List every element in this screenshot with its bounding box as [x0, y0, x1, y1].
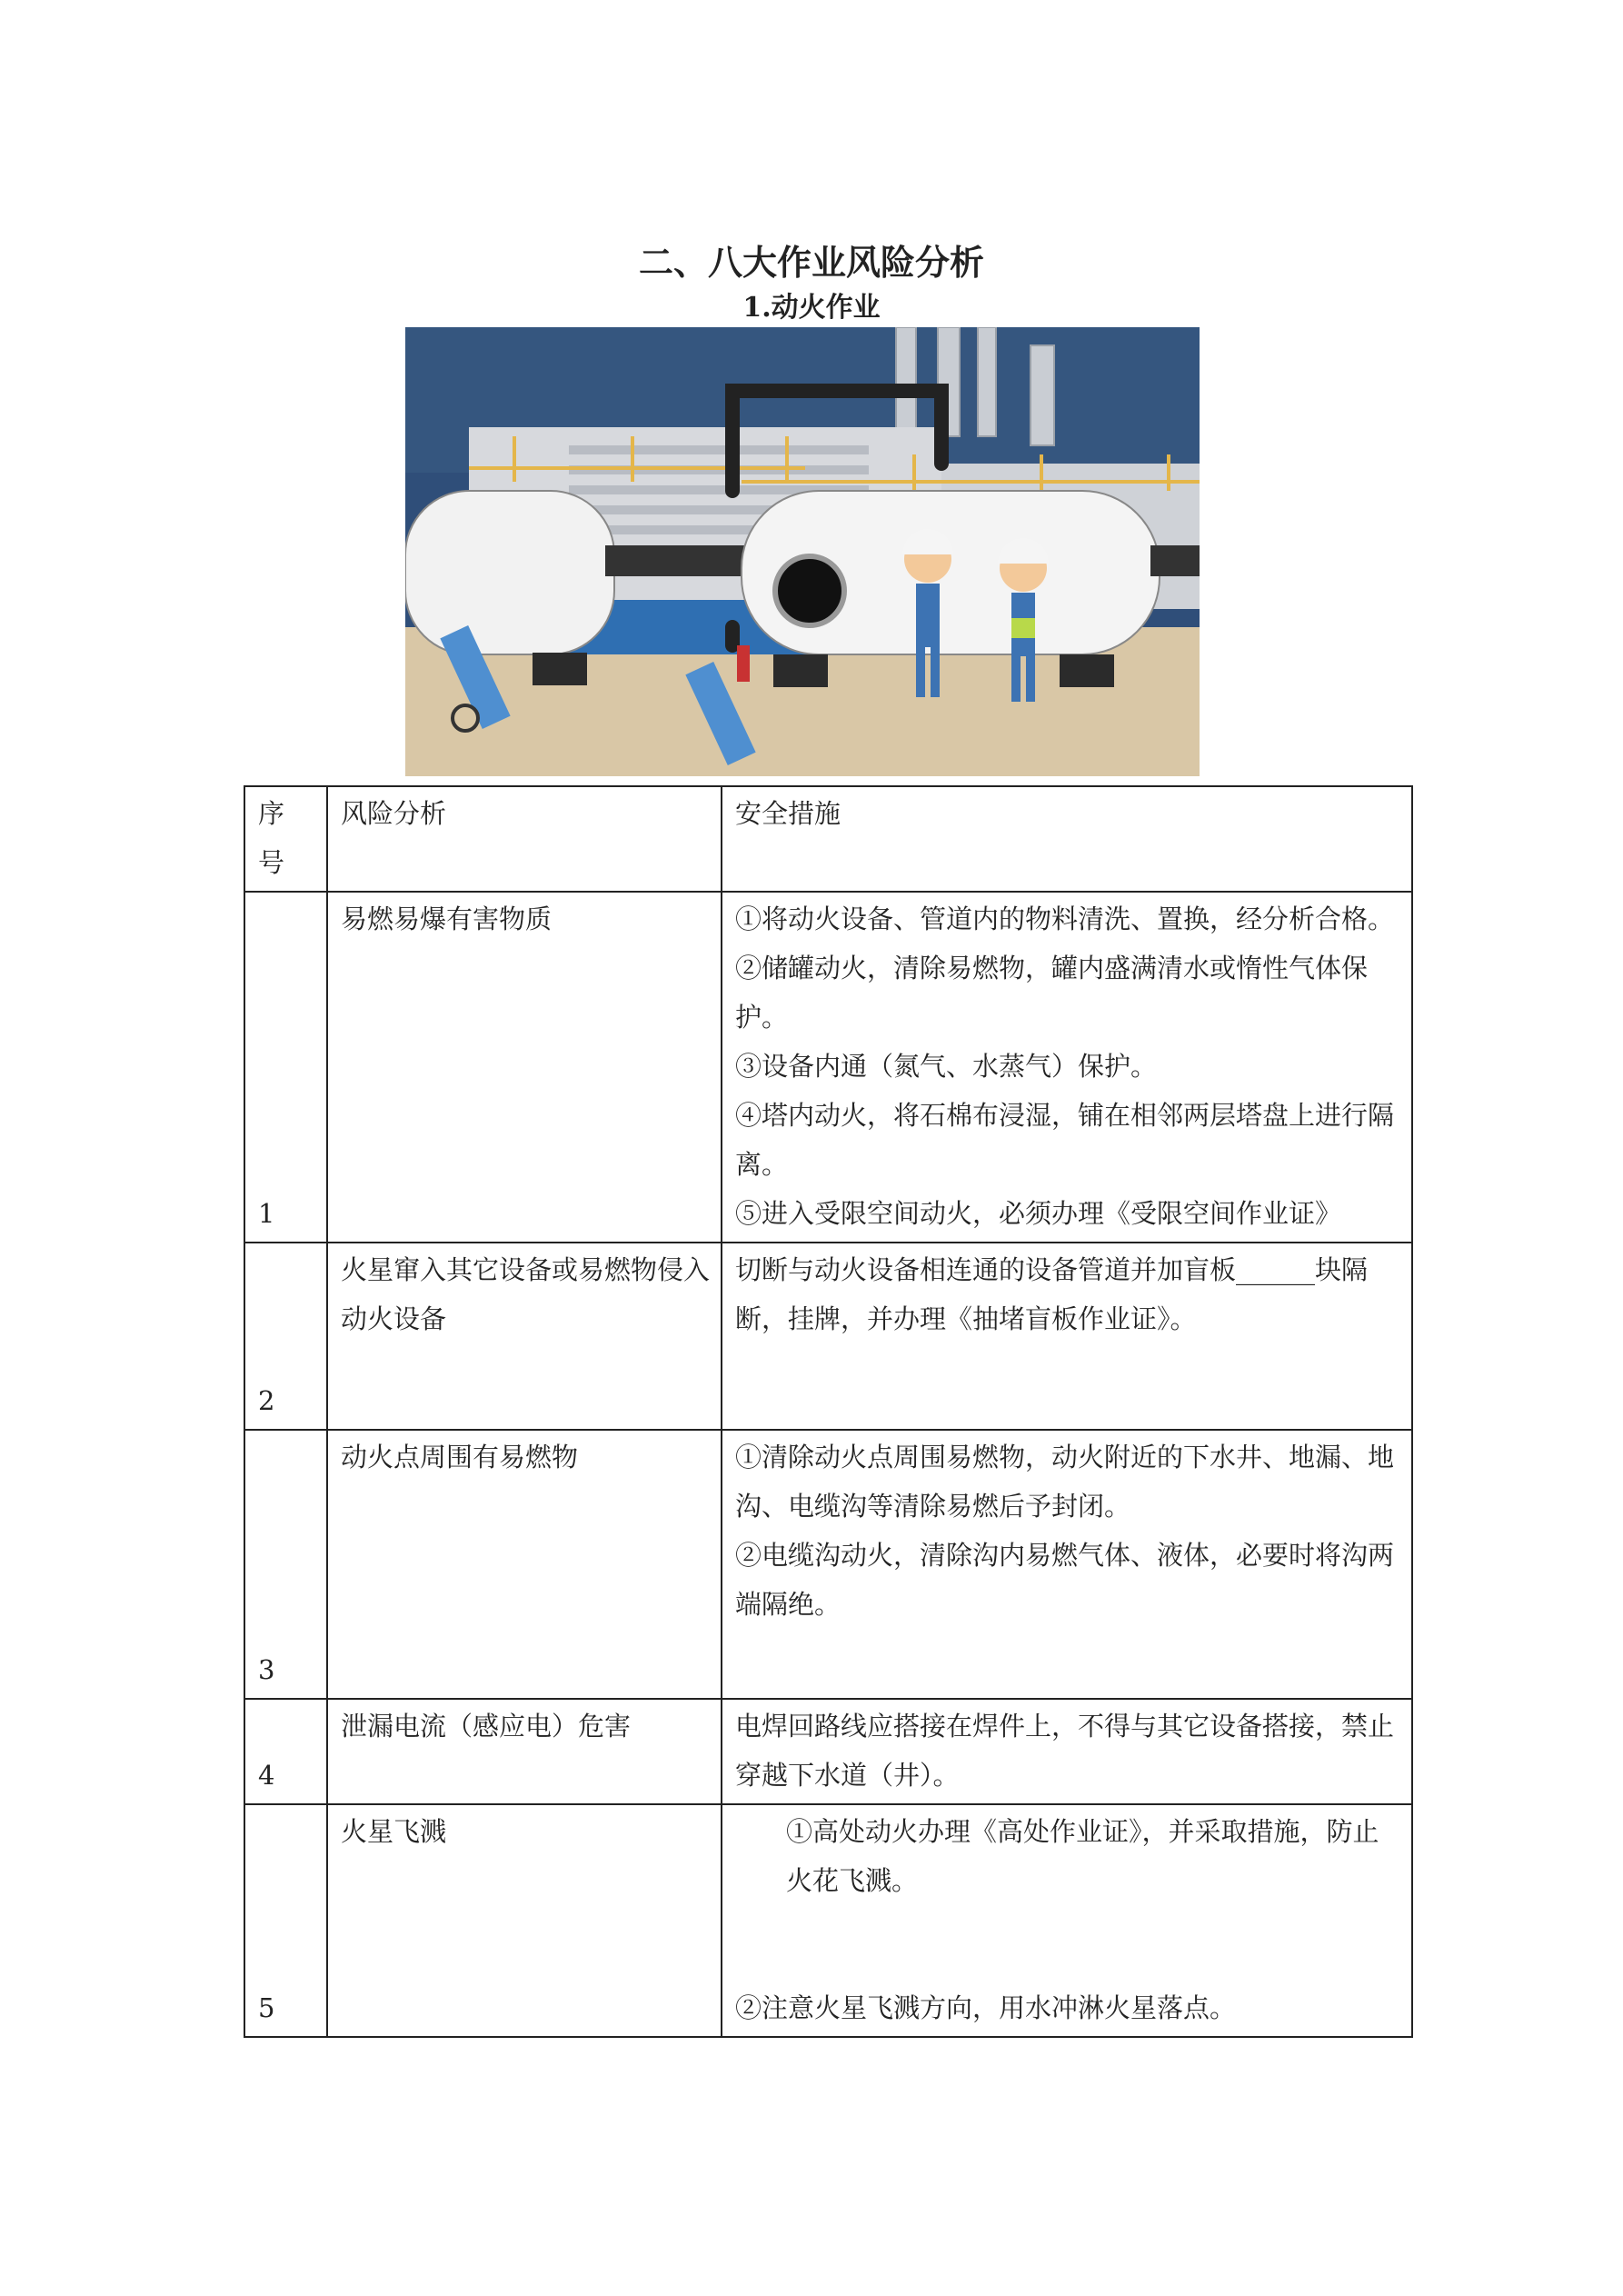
table-header-row	[244, 786, 1412, 892]
measure-cell: ①清除动火点周围易燃物，动火附近的下水井、地漏、地沟、电缆沟等清除易燃后予封闭。 ②电缆沟动火，清除沟内易燃气体、液体，必要时将沟两端隔绝。	[722, 1430, 1412, 1699]
header-measure: 安全措施	[722, 786, 1412, 892]
table-row	[244, 892, 1412, 1243]
measure-cell: 切断与动火设备相连通的设备管道并加盲板______块隔断，挂牌，并办理《抽堵盲板作业证》。	[722, 1243, 1412, 1430]
page-title: 二、八大作业风险分析	[638, 243, 984, 283]
manhole	[775, 556, 844, 625]
row-number: 1	[258, 1198, 275, 1229]
risk-cell: 动火点周围有易燃物	[327, 1430, 722, 1699]
risk-cell: 火星飞溅	[327, 1804, 722, 2037]
section-title: 1.动火作业	[742, 292, 881, 324]
risk-cell: 泄漏电流（感应电）危害	[327, 1699, 722, 1804]
risk-cell: 火星窜入其它设备或易燃物侵入动火设备	[327, 1243, 722, 1430]
header-no: 序 号	[244, 786, 327, 892]
risk-table	[244, 785, 1413, 2038]
tank-connector	[605, 545, 760, 576]
table-row	[244, 1430, 1412, 1699]
row-number: 2	[258, 1385, 275, 1416]
hot-work-illustration	[405, 327, 1200, 776]
measure-cell: ①高处动火办理《高处作业证》，并采取措施，防止火花飞溅。 ②注意火星飞溅方向，用水冲淋火星落点。	[722, 1804, 1412, 2037]
row-number: 5	[258, 1992, 275, 2023]
measure-cell: 电焊回路线应搭接在焊件上，不得与其它设备搭接，禁止穿越下水道（井）。	[722, 1699, 1412, 1804]
risk-cell: 易燃易爆有害物质	[327, 892, 722, 1243]
table-row	[244, 1804, 1412, 2037]
row-number: 4	[258, 1760, 275, 1791]
measure-cell: ①将动火设备、管道内的物料清洗、置换，经分析合格。 ②储罐动火，清除易燃物，罐内盛满清水或惰性气体保护。 ③设备内通（氮气、水蒸气）保护。 ④塔内动火，将石棉布浸湿，铺在相邻两层塔盘上进行隔离。 ⑤进入受限空间动火，必须办理《受限空间作业证》	[722, 892, 1412, 1243]
table-row	[244, 1243, 1412, 1430]
header-risk: 风险分析	[327, 786, 722, 892]
row-number: 3	[258, 1654, 275, 1685]
table-row	[244, 1699, 1412, 1804]
